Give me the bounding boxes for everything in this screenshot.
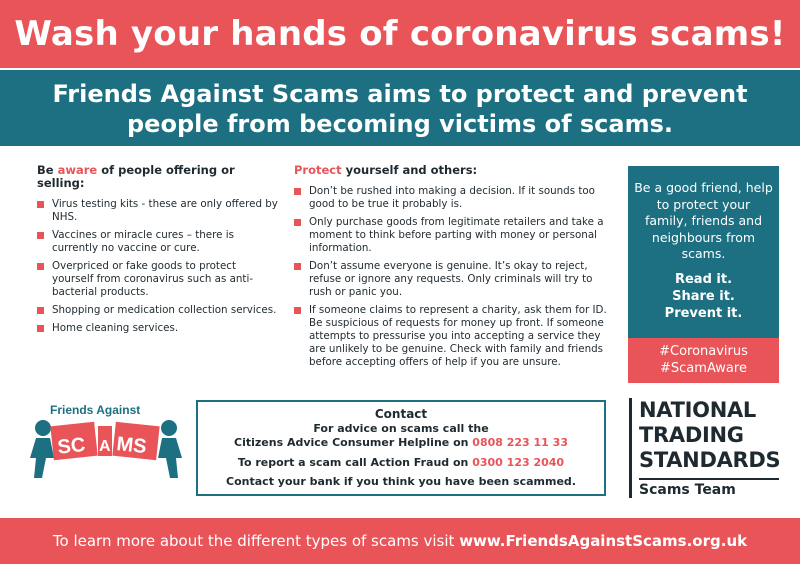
- nts-line-trading: TRADING: [639, 423, 744, 447]
- protect-heading-highlight: Protect: [294, 163, 342, 177]
- contact-box: [196, 400, 606, 496]
- protect-heading: [294, 164, 610, 177]
- aware-heading-highlight: aware: [57, 163, 98, 177]
- list-item: Only purchase goods from legitimate retailers and take a moment to think before parting with money or personal information.: [294, 216, 610, 255]
- nts-line-national: NATIONAL: [639, 398, 756, 422]
- nts-scams-team: Scams Team: [639, 482, 736, 498]
- list-item: If someone claims to represent a charity, ask them for ID. Be suspicious of requests for money up front. If someone attempts to pressurise you into accepting a service they are unlikely to be genuine. Check with family and friends before accepting offers of help if you are unsure.: [294, 304, 610, 369]
- friends-against-scams-logo: [26, 396, 186, 486]
- aware-column: [37, 164, 280, 340]
- consumer-helpline-number: 0808 223 11 33: [472, 436, 568, 449]
- nts-logo-bar: [629, 398, 632, 498]
- subtitle-line-2: people from becoming victims of scams.: [127, 110, 673, 138]
- footer-text: To learn more about the different types of scams visit: [52, 532, 460, 550]
- contact-line-2-text: Citizens Advice Consumer Helpline on: [234, 436, 473, 449]
- list-item: Home cleaning services.: [37, 322, 280, 335]
- person-right-body: [158, 438, 182, 478]
- person-left-body: [30, 438, 54, 478]
- prevent-it: Prevent it.: [664, 305, 743, 321]
- action-fraud-number: 0300 123 2040: [472, 455, 565, 469]
- page-title: Wash your hands of coronavirus scams!: [14, 14, 786, 54]
- national-trading-standards-logo: [629, 398, 789, 502]
- read-it: Read it.: [674, 271, 733, 287]
- person-right-head: [161, 420, 177, 436]
- logo-letter-a: A: [99, 438, 111, 455]
- title-banner: [0, 0, 800, 68]
- contact-line-1: For advice on scams call the: [313, 421, 489, 435]
- contact-title: Contact: [374, 407, 428, 421]
- logo-top-text: Friends Against: [50, 403, 141, 417]
- person-left-head: [35, 420, 51, 436]
- list-item: Don’t be rushed into making a decision. If it sounds too good to be true it probably is.: [294, 185, 610, 211]
- footer-banner: [0, 518, 800, 564]
- logo-letters-sc: SC: [56, 433, 87, 459]
- protect-column: [294, 164, 610, 374]
- contact-line-3-text: To report a scam call Action Fraud on: [237, 455, 473, 469]
- aware-list: [37, 198, 280, 335]
- good-friend-message: Be a good friend, help to protect your family, friends and neighbours from scams.: [634, 180, 773, 261]
- subtitle-line-1: Friends Against Scams aims to protect and prevent: [52, 80, 748, 108]
- aware-heading-pre: Be: [37, 163, 58, 177]
- protect-heading-post: yourself and others:: [341, 163, 478, 177]
- nts-logo-rule: [639, 478, 779, 480]
- hashtag-box: [628, 338, 779, 383]
- subtitle-banner: [0, 70, 800, 146]
- list-item: Virus testing kits - these are only offered by NHS.: [37, 198, 280, 224]
- nts-logo-title: [639, 398, 780, 473]
- list-item: Shopping or medication collection services.: [37, 304, 280, 317]
- contact-line-4: Contact your bank if you think you have been scammed.: [226, 475, 576, 488]
- aware-heading-post: of people offering or selling:: [37, 163, 235, 190]
- read-share-prevent: [628, 271, 779, 322]
- contact-line-2: [198, 436, 604, 451]
- protect-list: [294, 185, 610, 369]
- list-item: Overpriced or fake goods to protect yourself from coronavirus such as anti-bacterial products.: [37, 260, 280, 299]
- nts-line-standards: STANDARDS: [639, 448, 781, 472]
- good-friend-box: [628, 166, 779, 338]
- share-it: Share it.: [672, 288, 735, 304]
- page-subtitle: [0, 70, 800, 139]
- aware-heading: [37, 164, 280, 190]
- friends-against-scams-logo-graphic: [26, 396, 186, 486]
- footer-url-link[interactable]: www.FriendsAgainstScams.org.uk: [459, 532, 748, 550]
- logo-letters-ms: MS: [115, 433, 148, 459]
- list-item: Vaccines or miracle cures – there is currently no vaccine or cure.: [37, 229, 280, 255]
- hashtag-scamaware: #ScamAware: [660, 361, 747, 376]
- list-item: Don’t assume everyone is genuine. It’s okay to reject, refuse or ignore any requests. Only criminals will try to rush or panic you.: [294, 260, 610, 299]
- contact-line-3: [198, 456, 604, 471]
- hashtag-coronavirus: #Coronavirus: [659, 344, 748, 359]
